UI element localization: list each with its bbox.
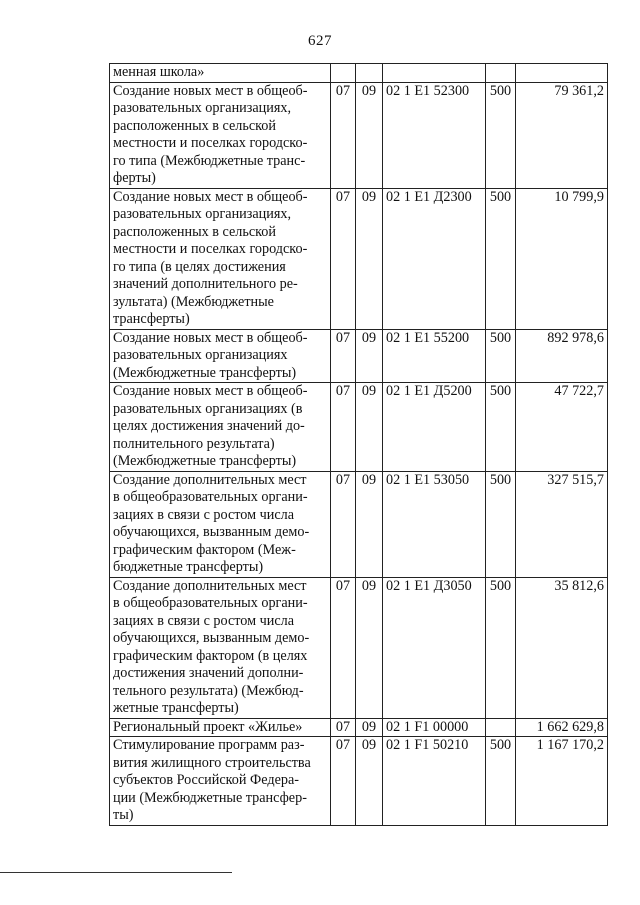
item-name-line: зациях в связи с ростом числа <box>113 506 295 523</box>
item-name-line: ции (Межбюджетные трансфер- <box>113 789 307 806</box>
item-name-line: полнительного результата) <box>113 435 275 452</box>
amount-cell: 47 722,7 <box>516 383 608 472</box>
expense-type-cell: 500 <box>486 383 516 472</box>
expense-type-cell: 500 <box>486 737 516 826</box>
target-article-cell: 02 1 E1 Д5200 <box>383 383 486 472</box>
footnote-separator <box>0 872 232 873</box>
item-name-line: субъектов Российской Федера- <box>113 772 299 788</box>
item-name-line: трансферты) <box>113 311 190 327</box>
expense-type-cell: 500 <box>486 329 516 383</box>
expense-type-cell: 500 <box>486 82 516 188</box>
item-name-line: расположенных в сельской <box>113 223 276 240</box>
item-name-line: разовательных организациях, <box>113 206 292 222</box>
section-code-cell: 07 <box>331 188 356 329</box>
item-name-line: Создание дополнительных мест <box>113 577 307 594</box>
item-name-line: разовательных организациях <box>113 347 288 363</box>
subsection-code-cell: 09 <box>356 82 383 188</box>
amount-cell: 10 799,9 <box>516 188 608 329</box>
target-article-cell: 02 1 E1 53050 <box>383 471 486 577</box>
subsection-code-cell <box>356 64 383 83</box>
item-name-line: местности и поселках городско- <box>113 135 308 151</box>
expense-type-cell: 500 <box>486 577 516 718</box>
item-name-line: целях достижения значений до- <box>113 418 305 434</box>
item-name-cell <box>110 64 331 83</box>
table-row <box>110 577 608 718</box>
item-name-line: вития жилищного строительства <box>113 754 311 771</box>
expense-type-cell: 500 <box>486 188 516 329</box>
item-name-line: в общеобразовательных органи- <box>113 595 308 611</box>
expense-type-cell <box>486 718 516 737</box>
budget-table <box>109 63 608 826</box>
item-name-line: ферты) <box>113 170 156 186</box>
table-row <box>110 737 608 826</box>
item-name-cell <box>110 188 331 329</box>
item-name-line: зациях в связи с ростом числа <box>113 612 295 629</box>
item-name-line: Региональный проект «Жилье» <box>113 718 303 735</box>
section-code-cell: 07 <box>331 383 356 472</box>
item-name-cell <box>110 82 331 188</box>
item-name-line: бюджетные трансферты) <box>113 559 264 575</box>
section-code-cell: 07 <box>331 718 356 737</box>
subsection-code-cell: 09 <box>356 329 383 383</box>
item-name-line: (Межбюджетные трансферты) <box>113 364 297 381</box>
target-article-cell: 02 1 E1 55200 <box>383 329 486 383</box>
amount-cell: 1 662 629,8 <box>516 718 608 737</box>
target-article-cell: 02 1 E1 Д2300 <box>383 188 486 329</box>
item-name-line: менная школа» <box>113 64 205 80</box>
item-name-line: го типа (Межбюджетные транс- <box>113 152 306 169</box>
item-name-line: жетные трансферты) <box>113 700 239 716</box>
item-name-line: местности и поселках городско- <box>113 241 308 257</box>
item-name-cell <box>110 737 331 826</box>
amount-cell: 892 978,6 <box>516 329 608 383</box>
item-name-cell <box>110 329 331 383</box>
subsection-code-cell: 09 <box>356 188 383 329</box>
table-row <box>110 329 608 383</box>
item-name-line: графическим фактором (Меж- <box>113 541 296 558</box>
target-article-cell: 02 1 E1 Д3050 <box>383 577 486 718</box>
expense-type-cell <box>486 64 516 83</box>
table-row <box>110 718 608 737</box>
section-code-cell: 07 <box>331 329 356 383</box>
item-name-line: ты) <box>113 807 134 823</box>
item-name-line: Создание дополнительных мест <box>113 471 307 488</box>
item-name-line: в общеобразовательных органи- <box>113 489 308 505</box>
item-name-line: графическим фактором (в целях <box>113 647 308 664</box>
item-name-line: обучающихся, вызванным демо- <box>113 630 310 646</box>
item-name-line: Создание новых мест в общеоб- <box>113 82 308 99</box>
item-name-line: зультата) (Межбюджетные <box>113 293 274 310</box>
item-name-line: расположенных в сельской <box>113 117 276 134</box>
table-row <box>110 471 608 577</box>
item-name-line: обучающихся, вызванным демо- <box>113 524 310 540</box>
item-name-line: Создание новых мест в общеоб- <box>113 329 308 346</box>
item-name-line: го типа (в целях достижения <box>113 258 286 275</box>
target-article-cell <box>383 64 486 83</box>
section-code-cell: 07 <box>331 82 356 188</box>
table-row <box>110 188 608 329</box>
section-code-cell: 07 <box>331 577 356 718</box>
item-name-line: Создание новых мест в общеоб- <box>113 383 308 399</box>
budget-table-body <box>110 64 608 826</box>
item-name-cell <box>110 718 331 737</box>
page-number: 627 <box>308 33 332 49</box>
table-row <box>110 64 608 83</box>
item-name-line: значений дополнительного ре- <box>113 276 298 292</box>
item-name-line: разовательных организациях (в <box>113 400 303 417</box>
item-name-cell <box>110 577 331 718</box>
expense-type-cell: 500 <box>486 471 516 577</box>
target-article-cell: 02 1 E1 52300 <box>383 82 486 188</box>
section-code-cell: 07 <box>331 737 356 826</box>
subsection-code-cell: 09 <box>356 718 383 737</box>
table-row <box>110 82 608 188</box>
item-name-line: (Межбюджетные трансферты) <box>113 453 297 469</box>
amount-cell: 1 167 170,2 <box>516 737 608 826</box>
item-name-cell <box>110 383 331 472</box>
subsection-code-cell: 09 <box>356 577 383 718</box>
subsection-code-cell: 09 <box>356 737 383 826</box>
item-name-line: разовательных организациях, <box>113 100 292 116</box>
item-name-line: Создание новых мест в общеоб- <box>113 188 308 205</box>
amount-cell: 35 812,6 <box>516 577 608 718</box>
section-code-cell <box>331 64 356 83</box>
amount-cell: 79 361,2 <box>516 82 608 188</box>
subsection-code-cell: 09 <box>356 471 383 577</box>
target-article-cell: 02 1 F1 00000 <box>383 718 486 737</box>
item-name-line: Стимулирование программ раз- <box>113 737 305 753</box>
item-name-cell <box>110 471 331 577</box>
section-code-cell: 07 <box>331 471 356 577</box>
item-name-line: тельного результата) (Межбюд- <box>113 682 304 699</box>
subsection-code-cell: 09 <box>356 383 383 472</box>
amount-cell <box>516 64 608 83</box>
item-name-line: достижения значений дополни- <box>113 665 304 681</box>
amount-cell: 327 515,7 <box>516 471 608 577</box>
target-article-cell: 02 1 F1 50210 <box>383 737 486 826</box>
table-row <box>110 383 608 472</box>
